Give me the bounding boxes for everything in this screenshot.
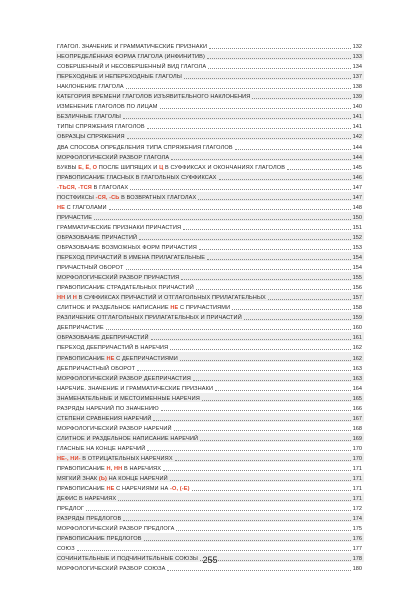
- toc-entry: [57, 372, 362, 382]
- toc-entry-page: 154: [352, 265, 362, 272]
- toc-entry-highlight: -О, (-Е): [170, 486, 190, 493]
- toc-entry: [57, 251, 362, 261]
- dot-leader: [151, 338, 351, 340]
- toc-entry-text: НЕОПРЕДЕЛЁННАЯ ФОРМА ГЛАГОЛА (ИНФИНИТИВ): [57, 54, 205, 61]
- toc-entry-text: МОРФОЛОГИЧЕСКИЙ РАЗБОР ГЛАГОЛА: [57, 154, 170, 161]
- toc-entry-page: 132: [352, 44, 362, 51]
- toc-entry: [57, 291, 362, 301]
- toc-entry-page: 170: [352, 445, 362, 452]
- toc-entry-text: МОРФОЛОГИЧЕСКИЙ РАЗБОР НАРЕЧИЙ: [57, 425, 172, 432]
- dot-leader: [193, 379, 351, 381]
- toc-entry: [57, 191, 362, 201]
- toc-entry: [57, 331, 362, 341]
- toc-entry-text: РАЗРЯДЫ ПРЕДЛОГОВ: [57, 516, 122, 523]
- toc-entry-text: РАЗРЯДЫ НАРЕЧИЙ ПО ЗНАЧЕНИЮ: [57, 405, 159, 412]
- toc-entry-page: 171: [352, 466, 362, 473]
- toc-entry-page: 164: [352, 385, 362, 392]
- toc-entry: [57, 161, 362, 171]
- toc-entry: [57, 301, 362, 311]
- toc-entry-text: ОБРАЗЦЫ СПРЯЖЕНИЯ: [57, 134, 125, 141]
- dot-leader: [127, 137, 351, 139]
- dot-leader: [170, 479, 351, 481]
- dot-leader: [106, 328, 351, 330]
- toc-entry-text: ПРИЧАСТНЫЙ ОБОРОТ: [57, 265, 124, 272]
- toc-entry: [57, 341, 362, 351]
- dot-leader: [209, 47, 351, 49]
- toc-entry-text: ТИПЫ СПРЯЖЕНИЯ ГЛАГОЛОВ: [57, 124, 145, 131]
- toc-entry-text: И: [65, 295, 73, 302]
- toc-entry-text: ДЕФИС В НАРЕЧИЯХ: [57, 496, 117, 503]
- toc-entry-text: ПРАВОПИСАНИЕ ПРЕДЛОГОВ: [57, 536, 142, 543]
- dot-leader: [252, 97, 350, 99]
- toc-entry: [57, 311, 362, 321]
- dot-leader: [167, 569, 350, 571]
- toc-entry-text: ОБРАЗОВАНИЕ ДЕЕПРИЧАСТИЙ: [57, 335, 149, 342]
- toc-entry-text: ПРАВОПИСАНИЕ: [57, 486, 107, 493]
- toc-entry-page: 148: [352, 204, 362, 211]
- toc-entry-page: 166: [352, 405, 362, 412]
- toc-entry: [57, 110, 362, 120]
- toc-entry-page: 170: [352, 455, 362, 462]
- toc-entry-highlight: НЕ-, НИ-: [57, 455, 81, 462]
- toc-entry-highlight: Н: [72, 295, 77, 302]
- toc-entry-page: 138: [352, 84, 362, 91]
- dot-leader: [192, 489, 351, 491]
- toc-entry: [57, 130, 362, 140]
- toc-entry-page: 146: [352, 174, 362, 181]
- toc-entry-page: 147: [352, 194, 362, 201]
- toc-entry-text: В СУФФИКСАХ И ОКОНЧАНИЯХ ГЛАГОЛОВ: [163, 164, 286, 171]
- toc-entry-page: 174: [352, 516, 362, 523]
- toc-entry-text: СОВЕРШЕННЫЙ И НЕСОВЕРШЕННЫЙ ВИД ГЛАГОЛА: [57, 64, 207, 71]
- toc-entry-page: 160: [352, 325, 362, 332]
- page-number: 255: [202, 555, 218, 565]
- toc-entry-text: ПРЕДЛОГ: [57, 506, 85, 513]
- toc-entry-page: 154: [352, 255, 362, 262]
- toc-entry-text: ОБРАЗОВАНИЕ ВОЗМОЖНЫХ ФОРМ ПРИЧАСТИЯ: [57, 244, 197, 251]
- dot-leader: [287, 168, 351, 170]
- toc-entry: [57, 151, 362, 161]
- toc-entry-page: 141: [352, 114, 362, 121]
- toc-entry-page: 172: [352, 506, 362, 513]
- toc-entry-text: НАРЕЧИЕ. ЗНАЧЕНИЕ И ГРАММАТИЧЕСКИЕ ПРИЗНАКИ: [57, 385, 214, 392]
- toc-entry: [57, 90, 362, 100]
- toc-entry: [57, 351, 362, 361]
- dot-leader: [144, 539, 351, 541]
- dot-leader: [207, 258, 351, 260]
- toc-entry-text: ГЛАСНЫЕ НА КОНЦЕ НАРЕЧИЙ: [57, 445, 146, 452]
- dot-leader: [118, 499, 350, 501]
- toc-entry-page: 171: [352, 476, 362, 483]
- toc-entry-page: 176: [352, 536, 362, 543]
- toc-entry-page: 144: [352, 144, 362, 151]
- toc-entry: [57, 211, 362, 221]
- toc-entry: [57, 442, 362, 452]
- toc-entry-text: С НАРЕЧИЯМИ НА: [114, 486, 171, 493]
- toc-entry-page: 153: [352, 244, 362, 251]
- toc-entry-text: НАКЛОНЕНИЕ ГЛАГОЛА: [57, 84, 124, 91]
- dot-leader: [126, 87, 351, 89]
- toc-entry-page: 161: [352, 335, 362, 342]
- toc-entry-page: 155: [352, 275, 362, 282]
- toc-entry-highlight: -ТЬСЯ, -ТСЯ: [57, 184, 92, 191]
- toc-entry-page: 169: [352, 435, 362, 442]
- toc-entry-page: 140: [352, 104, 362, 111]
- toc-entry: [57, 502, 362, 512]
- toc-entry-title: [57, 566, 165, 572]
- toc-entry: [57, 412, 362, 422]
- toc-entry-page: 167: [352, 415, 362, 422]
- toc-entry-page: 152: [352, 234, 362, 241]
- toc-entry-page: 137: [352, 74, 362, 81]
- dot-leader: [208, 67, 350, 69]
- toc-entry-page: 158: [352, 305, 362, 312]
- toc-entry-highlight: НЕ: [170, 305, 179, 312]
- dot-leader: [153, 419, 350, 421]
- toc-entry: [57, 171, 362, 181]
- toc-entry-text: ПРИЧАСТИЕ: [57, 214, 93, 221]
- toc-entry-text: В СУФФИКСАХ ПРИЧАСТИЙ И ОТГЛАГОЛЬНЫХ ПРИЛАГАТЕЛЬНЫХ: [76, 295, 266, 302]
- toc-entry-text: С ДЕЕПРИЧАСТИЯМИ: [114, 355, 178, 362]
- toc-entry: [57, 70, 362, 80]
- toc-entry-page: 145: [352, 164, 362, 171]
- toc-entry-page: 163: [352, 375, 362, 382]
- toc-entry-page: 156: [352, 285, 362, 292]
- toc-entry-page: 178: [352, 556, 362, 563]
- dot-leader: [199, 248, 351, 250]
- toc-entry-page: 142: [352, 134, 362, 141]
- toc-entry: [57, 231, 362, 241]
- toc-entry-text: В ОТРИЦАТЕЛЬНЫХ НАРЕЧИЯХ: [80, 455, 173, 462]
- toc-entry: [57, 120, 362, 130]
- toc-entry-text: ПРАВОПИСАНИЕ: [57, 355, 107, 362]
- toc-entry-highlight: Н, НН: [106, 466, 123, 473]
- toc-entry-highlight: НЕ: [106, 486, 115, 493]
- toc-entry-page: 162: [352, 345, 362, 352]
- toc-entry-text: ЗНАМЕНАТЕЛЬНЫЕ И МЕСТОИМЕННЫЕ НАРЕЧИЯ: [57, 395, 200, 402]
- toc-entry-text: В НАРЕЧИЯХ: [122, 466, 162, 473]
- toc-entry: [57, 40, 362, 50]
- dot-leader: [77, 549, 351, 551]
- toc-entry-page: 175: [352, 526, 362, 533]
- toc-entry-page: 147: [352, 184, 362, 191]
- toc-entry: [57, 482, 362, 492]
- toc-entry: [57, 522, 362, 532]
- toc-entry-page: 180: [352, 566, 362, 573]
- toc-entry-page: 133: [352, 54, 362, 61]
- toc-entry-highlight: НН: [57, 295, 66, 302]
- dot-leader: [232, 308, 350, 310]
- toc-entry-page: 171: [352, 486, 362, 493]
- dot-leader: [94, 218, 351, 220]
- toc-entry-text: РАЗЛИЧЕНИЕ ОТГЛАГОЛЬНЫХ ПРИЛАГАТЕЛЬНЫХ И ПРИЧАСТИЙ: [57, 315, 242, 322]
- toc-entry-text: В ГЛАГОЛАХ: [91, 184, 129, 191]
- toc-entry-page: 144: [352, 154, 362, 161]
- dot-leader: [137, 369, 351, 371]
- toc-entry-text: ИЗМЕНЕНИЕ ГЛАГОЛОВ ПО ЛИЦАМ: [57, 104, 158, 111]
- toc-entry: [57, 472, 362, 482]
- toc-entry-text: СТЕПЕНИ СРАВНЕНИЯ НАРЕЧИЙ: [57, 415, 152, 422]
- dot-leader: [235, 148, 351, 150]
- toc-entry-text: ПРАВОПИСАНИЕ СТРАДАТЕЛЬНЫХ ПРИЧАСТИЙ: [57, 285, 194, 292]
- toc-entry-highlight: -СЯ, -СЬ: [95, 194, 120, 201]
- dot-leader: [244, 318, 351, 320]
- toc-entry: [57, 392, 362, 402]
- toc-entry-text: ПОСТФИКСЫ: [57, 194, 96, 201]
- dot-leader: [147, 127, 351, 129]
- toc-entry: [57, 532, 362, 542]
- toc-entry: [57, 221, 362, 231]
- toc-entry-text: СЛИТНОЕ И РАЗДЕЛЬНОЕ НАПИСАНИЕ: [57, 305, 171, 312]
- dot-leader: [198, 198, 350, 200]
- toc-entry: [57, 271, 362, 281]
- dot-leader: [181, 278, 350, 280]
- dot-leader: [207, 57, 351, 59]
- dot-leader: [147, 449, 350, 451]
- toc-entry: [57, 492, 362, 502]
- toc-entry-page: 162: [352, 355, 362, 362]
- toc-entry-text: С ПРИЧАСТИЯМИ: [178, 305, 231, 312]
- toc-entry-text: С ГЛАГОЛАМИ: [65, 204, 107, 211]
- toc-entry-text: ПРАВОПИСАНИЕ ГЛАСНЫХ В ГЛАГОЛЬНЫХ СУФФИКСАХ: [57, 174, 217, 181]
- toc-entry: [57, 181, 362, 191]
- dot-leader: [160, 107, 351, 109]
- toc-entry-page: 150: [352, 214, 362, 221]
- toc-entry-page: 134: [352, 64, 362, 71]
- toc-entry: [57, 321, 362, 331]
- dot-leader: [174, 429, 351, 431]
- toc-entry-text: ПЕРЕХОДНЫЕ И НЕПЕРЕХОДНЫЕ ГЛАГОЛЫ: [57, 74, 182, 81]
- toc-entry-text: МОРФОЛОГИЧЕСКИЙ РАЗБОР ПРЕДЛОГА: [57, 526, 175, 533]
- dot-leader: [163, 469, 351, 471]
- dot-leader: [196, 288, 351, 290]
- toc-entry: [57, 140, 362, 150]
- toc-entry-page: 151: [352, 224, 362, 231]
- dot-leader: [161, 409, 351, 411]
- toc-entry-text: ДВА СПОСОБА ОПРЕДЕЛЕНИЯ ТИПА СПРЯЖЕНИЯ ГЛАГОЛОВ: [57, 144, 233, 151]
- toc-entry: [57, 50, 362, 60]
- toc-entry-page: 165: [352, 395, 362, 402]
- toc-entry: [57, 452, 362, 462]
- toc-entry: [57, 432, 362, 442]
- toc-entry-text: ПРАВОПИСАНИЕ: [57, 466, 107, 473]
- toc-entry: [57, 362, 362, 372]
- toc-entry-text: ОБРАЗОВАНИЕ ПРИЧАСТИЙ: [57, 234, 138, 241]
- toc-entry-text: ПЕРЕХОД ДЕЕПРИЧАСТИЙ В НАРЕЧИЯ: [57, 345, 169, 352]
- toc-entry-text: ПОСЛЕ ШИПЯЩИХ И: [97, 164, 160, 171]
- dot-leader: [170, 348, 350, 350]
- dot-leader: [184, 77, 351, 79]
- toc-entry: [57, 80, 362, 90]
- toc-entry-text: СОЧИНИТЕЛЬНЫЕ И ПОДЧИНИТЕЛЬНЫЕ СОЮЗЫ: [57, 556, 198, 563]
- toc-entry-highlight: НЕ: [106, 355, 115, 362]
- toc-entry-text: ГРАММАТИЧЕСКИЕ ПРИЗНАКИ ПРИЧАСТИЯ: [57, 224, 182, 231]
- dot-leader: [109, 208, 351, 210]
- toc-entry: [57, 422, 362, 432]
- dot-leader: [215, 389, 350, 391]
- toc-entry-highlight: Ц: [159, 164, 164, 171]
- dot-leader: [130, 188, 350, 190]
- dot-leader: [171, 158, 350, 160]
- toc-entry: [57, 201, 362, 211]
- dot-leader: [200, 439, 351, 441]
- toc-entry-text: СОЮЗ: [57, 546, 75, 553]
- toc-entry-text: МОРФОЛОГИЧЕСКИЙ РАЗБОР ДЕЕПРИЧАСТИЯ: [57, 375, 191, 382]
- toc-entry: [57, 512, 362, 522]
- toc-entry: [57, 261, 362, 271]
- toc-entry-text: ДЕЕПРИЧАСТИЕ: [57, 325, 104, 332]
- toc-entry-page: 171: [352, 496, 362, 503]
- dot-leader: [202, 399, 351, 401]
- toc-entry-text: БУКВЫ: [57, 164, 79, 171]
- toc-entry-text: МЯГКИЙ ЗНАК: [57, 476, 99, 483]
- dot-leader: [175, 459, 351, 461]
- toc-entry: [57, 402, 362, 412]
- dot-leader: [180, 359, 351, 361]
- dot-leader: [86, 509, 351, 511]
- toc-entry-page: 177: [352, 546, 362, 553]
- toc-entry: [57, 100, 362, 110]
- toc-entry-page: 139: [352, 94, 362, 101]
- toc-entry-text: МОРФОЛОГИЧЕСКИЙ РАЗБОР ПРИЧАСТИЯ: [57, 275, 180, 282]
- dot-leader: [219, 178, 351, 180]
- table-of-contents: [57, 40, 362, 572]
- toc-entry-text: СЛИТНОЕ И РАЗДЕЛЬНОЕ НАПИСАНИЕ НАРЕЧИЙ: [57, 435, 199, 442]
- dot-leader: [139, 238, 351, 240]
- toc-entry-text: КАТЕГОРИЯ ВРЕМЕНИ ГЛАГОЛОВ ИЗЪЯВИТЕЛЬНОГО НАКЛОНЕНИЯ: [57, 94, 251, 101]
- toc-entry: [57, 281, 362, 291]
- dot-leader: [268, 298, 351, 300]
- dot-leader: [176, 529, 350, 531]
- toc-entry: [57, 542, 362, 552]
- toc-entry-text: БЕЗЛИЧНЫЕ ГЛАГОЛЫ: [57, 114, 121, 121]
- toc-entry: [57, 241, 362, 251]
- toc-entry-text: В ВОЗВРАТНЫХ ГЛАГОЛАХ: [119, 194, 197, 201]
- toc-entry-highlight: (Ь): [98, 476, 107, 483]
- dot-leader: [123, 519, 350, 521]
- toc-entry-text: НА КОНЦЕ НАРЕЧИЙ: [106, 476, 168, 483]
- toc-entry-page: 159: [352, 315, 362, 322]
- dot-leader: [123, 117, 351, 119]
- dot-leader: [126, 268, 351, 270]
- toc-entry-page: 157: [352, 295, 362, 302]
- toc-entry-page: 163: [352, 365, 362, 372]
- toc-entry-text: ПЕРЕХОД ПРИЧАСТИЙ В ИМЕНА ПРИЛАГАТЕЛЬНЫЕ: [57, 255, 206, 262]
- toc-entry-highlight: Е, Ё, О: [78, 164, 98, 171]
- dot-leader: [183, 228, 351, 230]
- toc-entry: [57, 382, 362, 392]
- toc-entry-highlight: НЕ: [57, 204, 65, 211]
- toc-entry-page: 168: [352, 425, 362, 432]
- toc-entry: [57, 462, 362, 472]
- toc-entry-page: 141: [352, 124, 362, 131]
- toc-entry: [57, 60, 362, 70]
- toc-entry-text: МОРФОЛОГИЧЕСКИЙ РАЗБОР СОЮЗА: [57, 566, 166, 573]
- toc-entry-text: ГЛАГОЛ. ЗНАЧЕНИЕ И ГРАММАТИЧЕСКИЕ ПРИЗНАКИ: [57, 44, 208, 51]
- toc-entry-text: ДЕЕПРИЧАСТНЫЙ ОБОРОТ: [57, 365, 136, 372]
